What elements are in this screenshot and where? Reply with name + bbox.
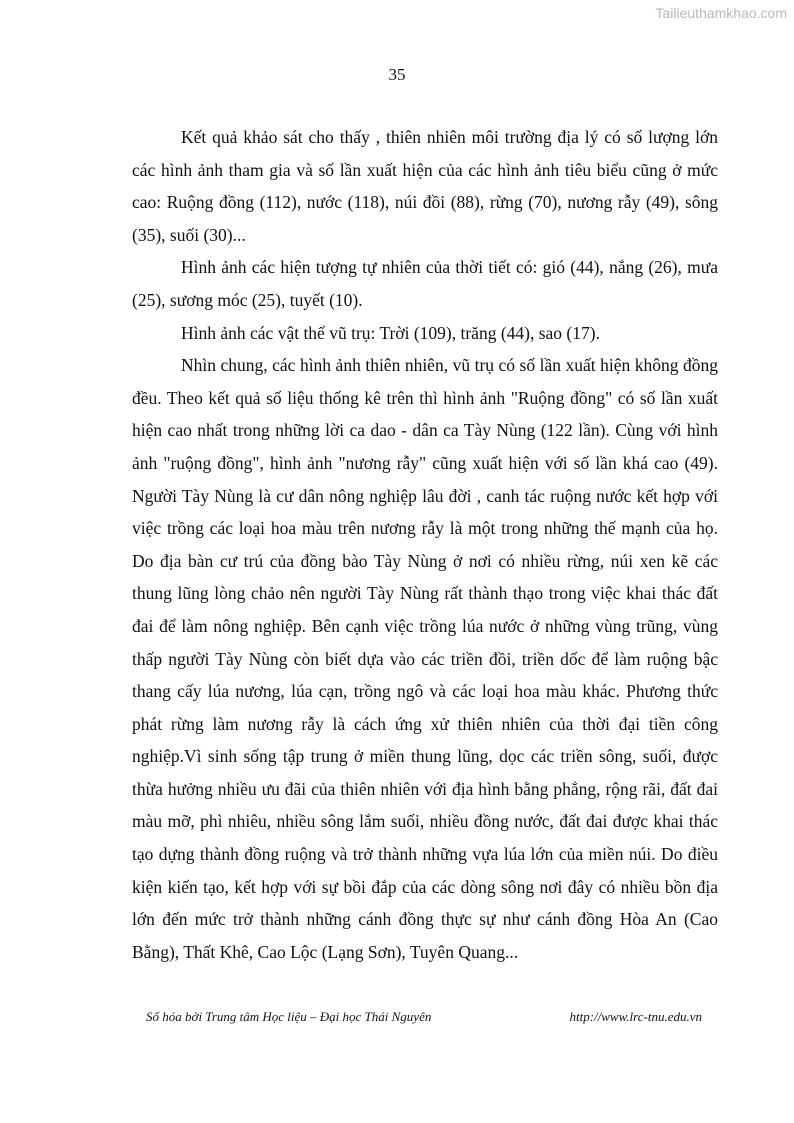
paragraph-weather-phenomena: Hình ảnh các hiện tượng tự nhiên của thời tiết có: gió (44), nắng (26), mưa (25), sương móc (25), tuyết (10). <box>132 257 718 310</box>
footer-digitized-by: Số hóa bởi Trung tâm Học liệu – Đại học Thái Nguyên <box>146 1009 432 1024</box>
page-number: 35 <box>388 65 406 84</box>
watermark: Tailieuthamkhao.com <box>655 5 787 21</box>
body-text <box>132 121 718 968</box>
paragraph-cosmic-objects: Hình ảnh các vật thể vũ trụ: Trời (109), trăng (44), sao (17). <box>181 322 600 343</box>
paragraph-survey-results: Kết quả khảo sát cho thấy , thiên nhiên môi trường địa lý có số lượng lớn các hình ảnh tham gia và số lần xuất hiện của các hình ảnh tiêu biểu cũng ở mức cao: Ruộng đồng (112), nước (118), núi đồi (88), rừng (70), nương rẫy (49), sông (35), suối (30)... <box>132 127 718 245</box>
paragraph-overview: Nhìn chung, các hình ảnh thiên nhiên, vũ trụ có số lần xuất hiện không đồng đều. Theo kết quả số liệu thống kê trên thì hình ảnh "Ruộng đồng" có số lần xuất hiện cao nhất trong những lời ca dao - dân ca Tày Nùng (122 lần). Cùng với hình ảnh "ruộng đồng", hình ảnh "nương rẫy" cũng xuất hiện với số lần khá cao (49). Người Tày Nùng là cư dân nông nghiệp lâu đời , canh tác ruộng nước kết hợp với việc trồng các loại hoa màu trên nương rẫy là một trong những thế mạnh của họ. Do địa bàn cư trú của đồng bào Tày Nùng ở nơi có nhiều rừng, núi xen kẽ các thung lũng lòng chảo nên người Tày Nùng rất thành thạo trong việc khai thác đất đai để làm nông nghiệp. Bên cạnh việc trồng lúa nước ở những vùng trũng, vùng thấp người Tày Nùng còn biết dựa vào các triền đồi, triền dốc để làm ruộng bậc thang cấy lúa nương, lúa cạn, trồng ngô và các loại hoa màu khác. Phương thức phát rừng làm nương rẫy là cách ứng xử thiên nhiên của thời đại tiền công nghiệp.Vì sinh sống tập trung ở miền thung lũng, dọc các triền sông, suối, được thừa hưởng nhiều ưu đãi của thiên nhiên với địa hình bằng phẳng, rộng rãi, đất đai màu mỡ, phì nhiêu, nhiều sông lắm suối, nhiều đồng nước, đất đai được khai thác tạo dựng thành đồng ruộng và trở thành những vựa lúa lớn của miền núi. Do điều kiện kiến tạo, kết hợp với sự bồi đắp của các dòng sông nơi đây có nhiều bồn địa lớn đến mức trở thành những cánh đồng thực sự như cánh đồng Hòa An (Cao Bằng), Thất Khê, Cao Lộc (Lạng Sơn), Tuyên Quang... <box>132 355 718 962</box>
footer-url: http://www.lrc-tnu.edu.vn <box>569 1009 702 1024</box>
